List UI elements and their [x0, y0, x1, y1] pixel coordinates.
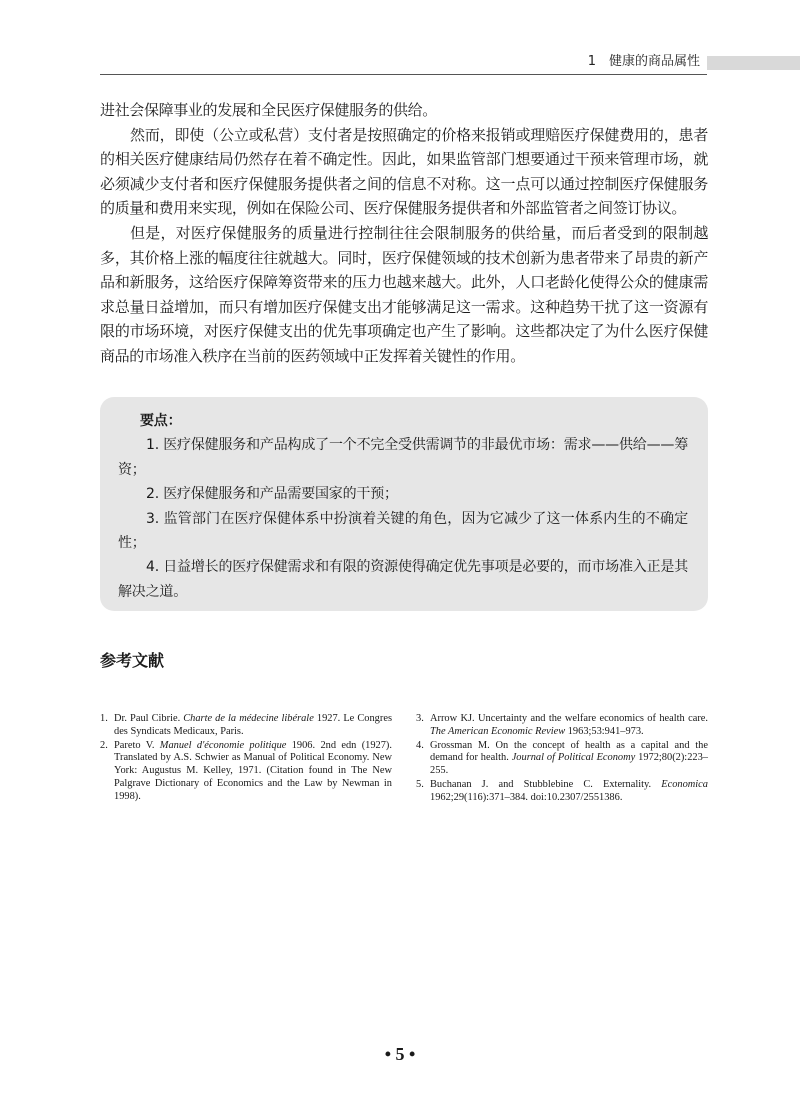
- reference-number: 3.: [416, 713, 424, 724]
- reference-title-italic: Manuel d'économie politique: [159, 739, 287, 751]
- running-header: [0, 52, 800, 76]
- reference-authors: Arrow KJ. Uncertainty and the welfare economics of health care.: [430, 713, 708, 724]
- reference-details: 1906. 2nd edn (1927). Translated by A.S. Schwier as Manual of Political Economy. New York: Augustus M. Kelley, 1971. (Citation found in The New Palgrave Dictionary of Economics and the Law by Newman in 1998).: [114, 739, 392, 802]
- paragraph: 但是，对医疗保健服务的质量进行控制往往会限制服务的供给量，而后者受到的限制越多，其价格上涨的幅度往往就越大。同时，医疗保健领域的技术创新为患者带来了昂贵的新产品和新服务，这给医疗保障筹资带来的压力也越来越大。此外，人口老龄化使得公众的健康需求总量日益增加，而只有增加医疗保健支出才能够满足这一需求。这种趋势干扰了这一资源有限的市场环境，对医疗保健支出的优先事项确定也产生了影响。这些都决定了为什么医疗保健商品的市场准入秩序在当前的医药领域中正发挥着关键性的作用。: [100, 223, 708, 365]
- reference-number: 2.: [100, 739, 108, 751]
- reference-text: [114, 713, 392, 739]
- page-number: • 5 •: [384, 1044, 416, 1064]
- references-column-right: [416, 713, 708, 806]
- reference-item: [416, 740, 708, 778]
- body-text: [100, 98, 708, 369]
- key-point-item: 3. 监管部门在医疗保健体系中扮演着关键的角色，因为它减少了这一体系内生的不确定性；: [118, 510, 688, 552]
- references-list: [100, 713, 708, 806]
- reference-number: 5.: [416, 778, 424, 790]
- reference-text: [430, 713, 708, 739]
- key-points-box: [100, 397, 708, 611]
- reference-text: [114, 740, 392, 804]
- paragraph: 然而，即使（公立或私营）支付者是按照确定的价格来报销或理赔医疗保健费用的，患者的相关医疗健康结局仍然存在着不确定性。因此，如果监管部门想要通过干预来管理市场，就必须减少支付者和医疗保健服务提供者之间的信息不对称。这一点可以通过控制医疗保健服务的质量和费用来实现，例如在保险公司、医疗保健服务提供者和外部监管者之间签订协议。: [100, 125, 708, 218]
- reference-number: 1.: [100, 713, 108, 724]
- reference-authors: Dr. Paul Cibrie.: [114, 713, 184, 724]
- reference-details: 1927. Le Congres des Syndicats Medicaux, Paris.: [114, 713, 392, 737]
- reference-title-italic: Charte de la médecine libérale: [183, 713, 314, 724]
- key-point-item: 4. 日益增长的医疗保健需求和有限的资源使得确定优先事项是必要的，而市场准入正是其解决之道。: [118, 559, 688, 600]
- header-tab-bar: [707, 56, 800, 70]
- reference-text: [430, 740, 708, 778]
- paragraph-continuation: 进社会保障事业的发展和全民医疗保健服务的供给。: [100, 101, 437, 119]
- reference-details: 1962;29(116):371–384. doi:10.2307/2551386.: [430, 791, 623, 803]
- references-title: 参考文献: [100, 651, 165, 670]
- key-points-title: 要点：: [140, 413, 182, 429]
- reference-item: [100, 740, 392, 804]
- reference-details: 1972;80(2):223–255.: [430, 752, 708, 777]
- reference-number: 4.: [416, 739, 424, 751]
- reference-authors: Pareto V.: [114, 739, 160, 751]
- reference-journal-italic: The American Economic Review: [430, 725, 566, 737]
- reference-details: 1963;53:941–973.: [565, 725, 644, 737]
- reference-item: [416, 779, 708, 805]
- chapter-title: 1 健康的商品属性: [587, 54, 700, 69]
- reference-journal-italic: Journal of Political Economy: [511, 752, 636, 764]
- references-column-left: [100, 713, 392, 806]
- header-rule: [100, 74, 707, 75]
- key-point-item: 1. 医疗保健服务和产品构成了一个不完全受供需调节的非最优市场：需求——供给——筹资；: [118, 437, 688, 478]
- reference-item: [100, 713, 392, 739]
- key-point-item: 2. 医疗保健服务和产品需要国家的干预；: [146, 486, 398, 503]
- reference-text: [430, 779, 708, 805]
- reference-authors: Buchanan J. and Stubblebine C. Externality.: [430, 778, 662, 790]
- reference-authors: Grossman M. On the concept of health as a capital and the demand for health.: [430, 739, 708, 764]
- reference-item: [416, 713, 708, 739]
- reference-journal-italic: Economica: [661, 778, 708, 790]
